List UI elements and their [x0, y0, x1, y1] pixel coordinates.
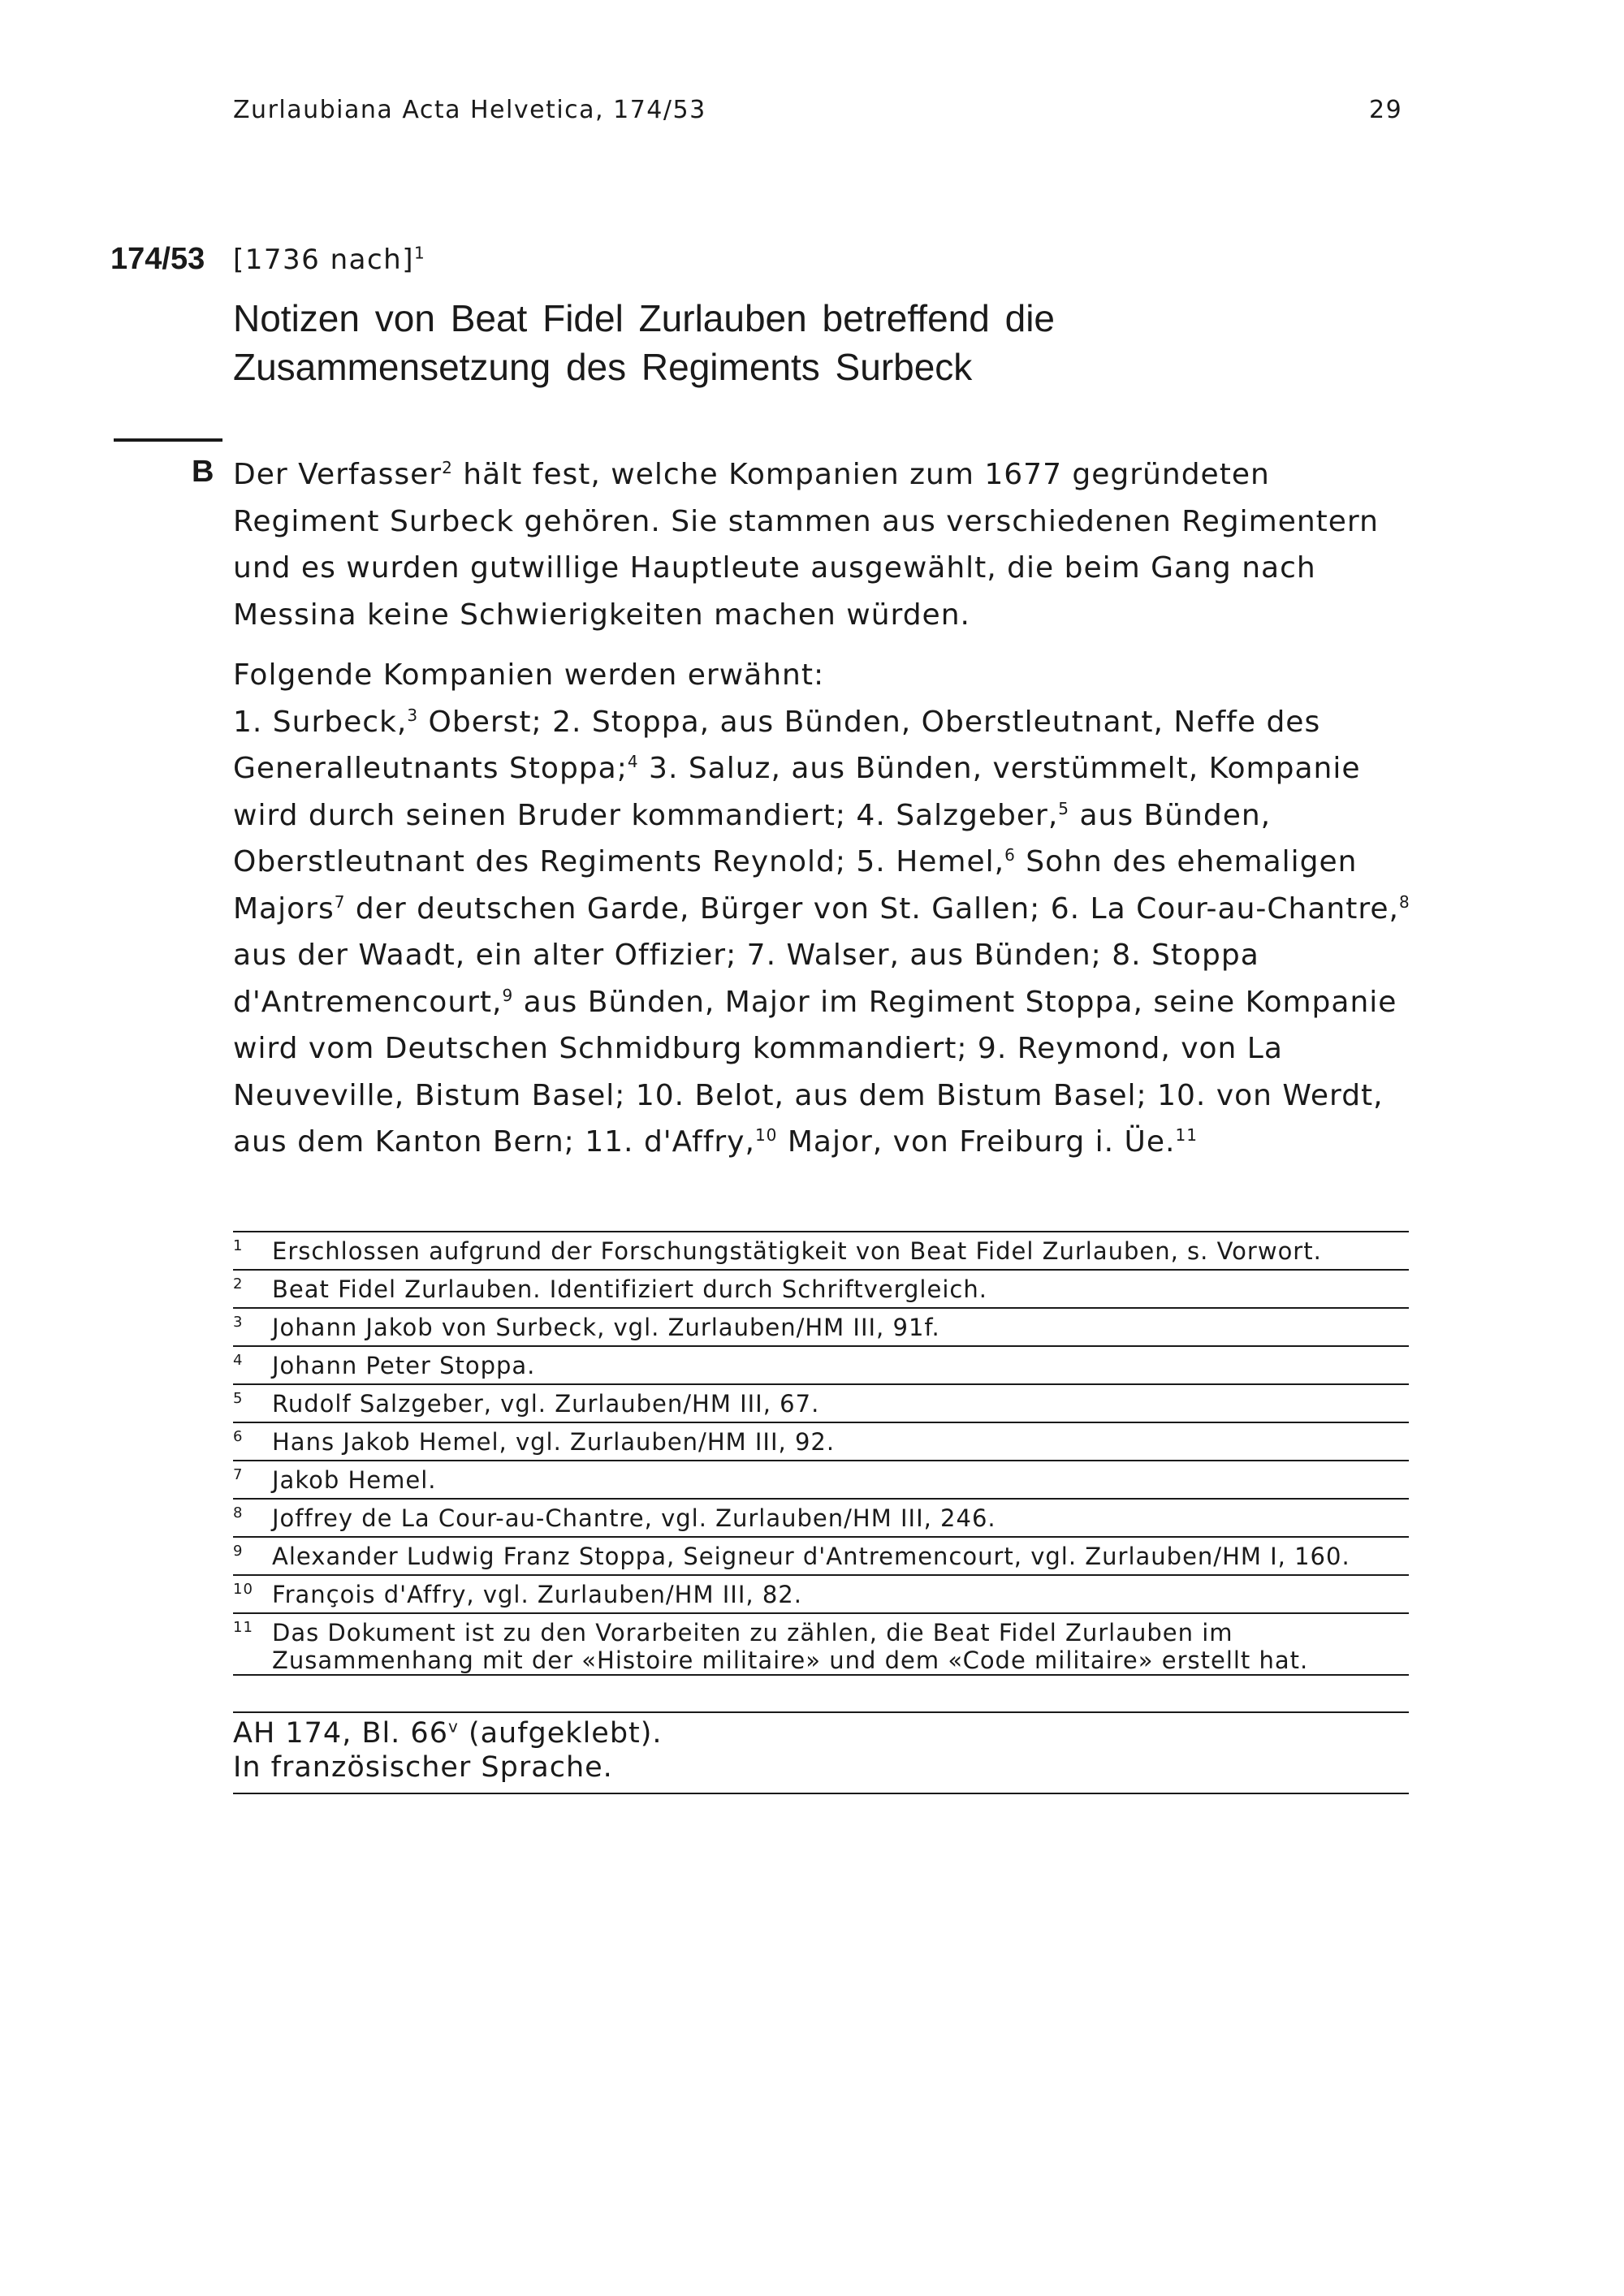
footnote-text: Hans Jakob Hemel, vgl. Zurlauben/HM III, 92.	[272, 1428, 836, 1456]
footnote-ref-1: 1	[414, 243, 426, 263]
footnote	[233, 1422, 1409, 1460]
footnote-number: 10	[233, 1581, 253, 1598]
company-list-segment: Major, von Freiburg i. Üe.	[777, 1125, 1176, 1159]
document-title: Notizen von Beat Fidel Zurlauben betreffend die Zusammensetzung des Regiments Surbeck	[233, 297, 1055, 388]
footnote	[233, 1460, 1409, 1498]
document-number: 174/53	[110, 242, 205, 276]
running-title: Zurlaubiana Acta Helvetica, 174/53	[233, 96, 706, 124]
footnote-ref-2: 2	[442, 458, 453, 477]
footnote-number: 4	[233, 1352, 244, 1369]
company-list-segment: aus Bünden, Oberstleutnant des Regiments Reynold; 5. Hemel,	[233, 798, 1272, 878]
company-list-segment: 3. Saluz, aus Bünden, verstümmelt, Kompanie wird durch seinen Bruder kommandiert; 4. Salzgeber,	[233, 752, 1361, 832]
footnote	[233, 1345, 1409, 1383]
source-note	[233, 1711, 1409, 1794]
footnote-text: Joffrey de La Cour-au-Chantre, vgl. Zurlauben/HM III, 246.	[272, 1504, 996, 1532]
footnote-text: Rudolf Salzgeber, vgl. Zurlauben/HM III, 67.	[272, 1390, 820, 1418]
section-rule	[114, 438, 222, 442]
source-line-2: In französischer Sprache.	[233, 1751, 613, 1784]
source-remark: (aufgeklebt).	[458, 1717, 663, 1750]
section-letter: B	[192, 455, 214, 489]
footnote	[233, 1231, 1409, 1269]
footnote-ref-8: 8	[1398, 891, 1410, 912]
footnote-ref-4: 4	[627, 752, 639, 771]
source-line-1	[233, 1716, 1409, 1750]
company-list-segment: 1. Surbeck,	[233, 705, 408, 739]
footnote-ref-5: 5	[1058, 798, 1070, 818]
footnote	[233, 1612, 1409, 1674]
page-number: 29	[1369, 96, 1403, 124]
footnote-text: Erschlossen aufgrund der Forschungstätigkeit von Beat Fidel Zurlauben, s. Vorwort.	[272, 1237, 1322, 1265]
footnote-text: Das Dokument ist zu den Vorarbeiten zu zählen, die Beat Fidel Zurlauben im Zusammenhang mit der «Histoire militaire» und dem «Code militaire» erstellt hat.	[272, 1619, 1309, 1674]
summary-text-segment: Der Verfasser	[233, 458, 443, 491]
company-list	[233, 699, 1419, 1166]
footnote-ref-10: 10	[754, 1125, 778, 1145]
footnote-text: Alexander Ludwig Franz Stoppa, Seigneur d'Antremencourt, vgl. Zurlauben/HM I, 160.	[272, 1543, 1350, 1570]
footnote-ref-9: 9	[502, 985, 514, 1005]
footnote-ref-3: 3	[407, 705, 419, 725]
company-list-segment: aus der Waadt, ein alter Offizier; 7. Walser, aus Bünden; 8. Stoppa d'Antremencourt,	[233, 939, 1259, 1019]
footnote	[233, 1383, 1409, 1422]
footnote	[233, 1269, 1409, 1307]
company-list-segment: aus Bünden, Major im Regiment Stoppa, seine Kompanie wird vom Deutschen Schmidburg kommandiert; 9. Reymond, von La Neuveville, Bistum Basel; 10. Belot, aus dem Bistum Basel; 10. von Werdt, aus dem Kanton Bern; 11. d'Affry,	[233, 985, 1397, 1159]
footnote-text: Johann Jakob von Surbeck, vgl. Zurlauben/HM III, 91f.	[272, 1314, 940, 1341]
footnote-text: Johann Peter Stoppa.	[272, 1352, 536, 1379]
footnote-ref-7: 7	[334, 891, 346, 912]
company-list-segment: der deutschen Garde, Bürger von St. Gallen; 6. La Cour-au-Chantre,	[345, 891, 1399, 926]
footnote-number: 7	[233, 1466, 244, 1483]
document-date-text: [1736 nach]	[233, 244, 414, 276]
summary-paragraph-2: Folgende Kompanien werden erwähnt:	[233, 658, 825, 692]
footnote-number: 5	[233, 1390, 244, 1407]
footnote-number: 1	[233, 1237, 244, 1254]
footnote-ref-11: 11	[1175, 1125, 1198, 1145]
footnote-text: Jakob Hemel.	[272, 1466, 437, 1494]
summary-text-segment: hält fest, welche Kompanien zum 1677 gegründeten Regiment Surbeck gehören. Sie stammen aus verschiedenen Regimentern und es wurden gutwillige Hauptleute ausgewählt, die beim Gang nach Messina keine Schwierigkeiten machen würden.	[233, 458, 1379, 632]
footnote	[233, 1307, 1409, 1345]
company-list-segment: Sohn des ehemaligen Majors	[233, 845, 1358, 926]
summary-paragraph-1	[233, 451, 1419, 638]
footnote-number: 8	[233, 1504, 244, 1521]
footnote-text: François d'Affry, vgl. Zurlauben/HM III, 82.	[272, 1581, 802, 1608]
footnote-number: 11	[233, 1619, 253, 1636]
footnotes	[233, 1231, 1409, 1676]
footnote	[233, 1536, 1409, 1574]
footnote	[233, 1574, 1409, 1612]
footnote-text: Beat Fidel Zurlauben. Identifiziert durch Schriftvergleich.	[272, 1275, 987, 1303]
footnote-number: 2	[233, 1275, 244, 1293]
verso-mark: v	[447, 1716, 459, 1737]
footnote	[233, 1498, 1409, 1536]
footnote-number: 3	[233, 1314, 244, 1331]
company-list-segment: Oberst; 2. Stoppa, aus Bünden, Oberstleutnant, Neffe des Generalleutnants Stoppa;	[233, 705, 1321, 785]
footnote-ref-6: 6	[1004, 845, 1016, 865]
source-reference: AH 174, Bl. 66	[233, 1717, 448, 1750]
footnote-number: 6	[233, 1428, 244, 1445]
footnote-number: 9	[233, 1543, 244, 1560]
summary-text	[233, 451, 1419, 1166]
document-date	[233, 244, 425, 276]
